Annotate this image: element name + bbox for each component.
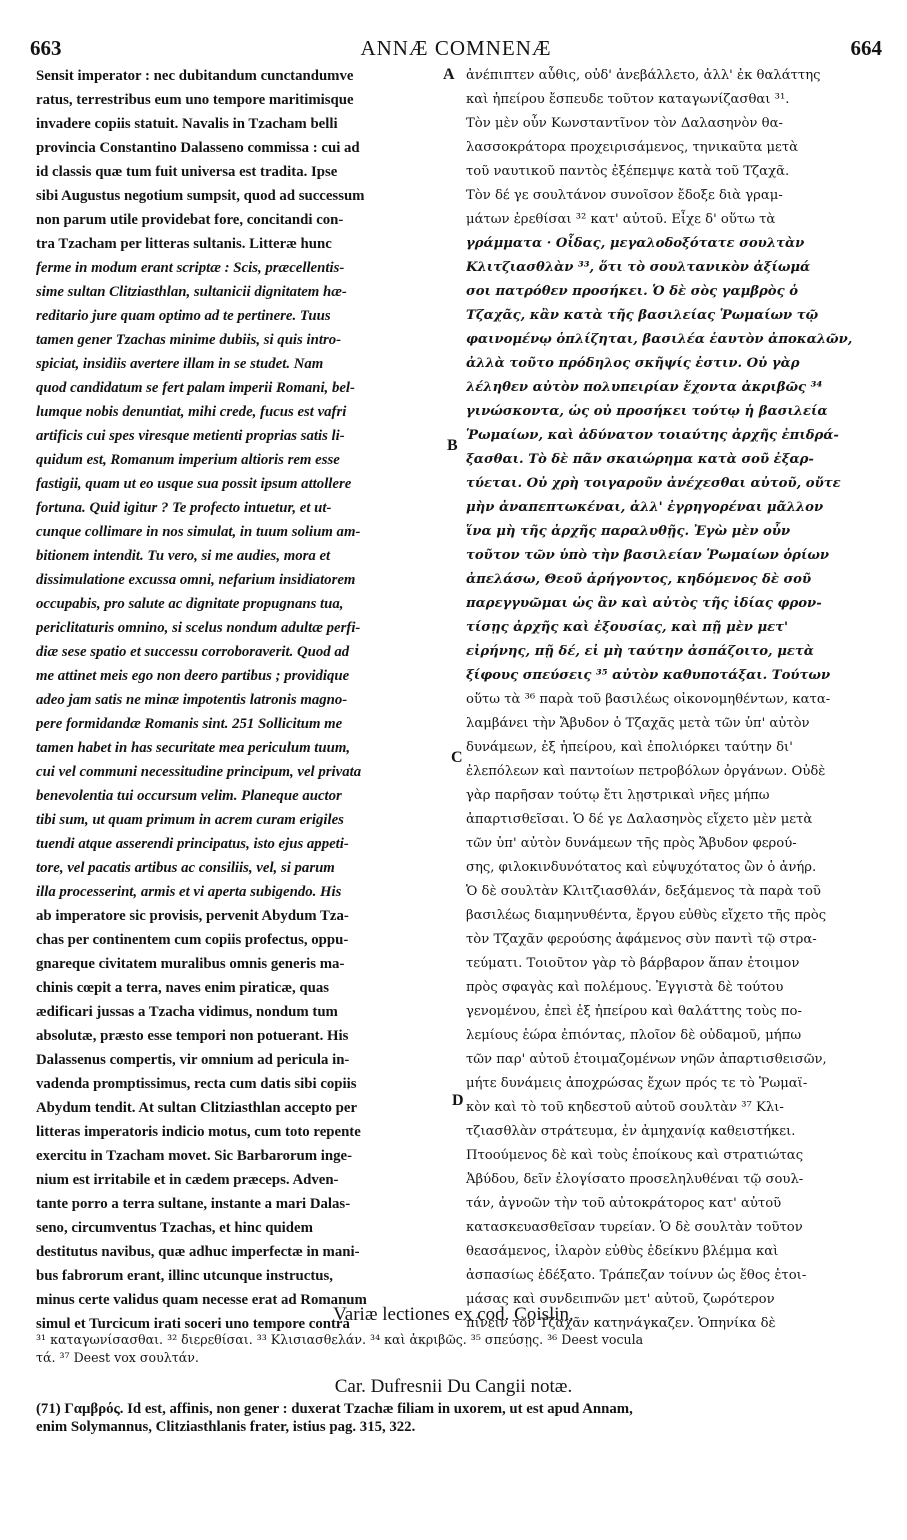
latin-text-line: tamen gener Tzachas minime dubiis, si quis intro- [36,332,342,348]
latin-text-line: gnareque civitatem muralibus omnis generis ma- [36,956,345,972]
latin-text-line: adeo jam satis ne minæ impotentis latronis magno- [36,692,348,708]
latin-text-line: invadere copiis statuit. Navalis in Tzacham belli [36,116,338,132]
latin-text-line: reditario jure quam optimo ad te pertinere. Tuus [36,308,331,324]
greek-text-line: Τζαχᾶς, κἂν κατὰ τῆς βασιλείας Ῥωμαίων τῷ [466,308,819,323]
latin-text-line: periclitaturis omnino, si scelus nondum adultæ perfi- [36,620,361,636]
greek-text-line: τζιασθλὰν στράτευμα, ἐν ἀμηχανίᾳ καθειστήκει. [466,1124,796,1139]
greek-text-line: θεασάμενος, ἱλαρὸν εὐθὺς ἐδείκνυ βλέμμα καὶ [466,1244,779,1259]
greek-text-line: λεμίους ἑώρα ἐπιόντας, πλοῖον δὲ οὐδαμοῦ, μήπω [466,1028,802,1043]
latin-text-line: minus certe validus quam necesse erat ad Romanum [36,1292,367,1308]
ducange-note-line: (71) Γαμβρός. Id est, affinis, non gener : duxerat Tzachæ filiam in uxorem, ut est apud Annam, [36,1401,633,1417]
ducange-note-line: enim Solymannus, Clitziasthlanis frater, istius pag. 315, 322. [36,1419,416,1435]
greek-text-line: ξασθαι. Τὸ δὲ πᾶν σκαιώρημα κατὰ σοῦ ἐξαρ- [466,452,814,467]
latin-text-line: quidum est, Romanum imperium altioris rem esse [36,452,340,468]
greek-text-line: γινώσκοντα, ὡς οὐ προσήκει τούτῳ ἡ βασιλεία [466,404,828,419]
greek-text-column [466,64,882,1336]
greek-text-line: σοι πατρόθεν προσήκει. Ὁ δὲ σὸς γαμβρὸς ὁ [466,284,798,299]
latin-text-line: id classis quæ tum fuit universa est tradita. Ipse [36,164,338,180]
greek-text-line: λαμβάνει τὴν Ἄβυδον ὁ Τζαχᾶς μετὰ τῶν ὑπ' αὐτὸν [466,716,810,731]
latin-text-line: cui vel communi necessitudine principum, vel privata [36,764,362,780]
latin-text-line: tore, vel pacatis artibus ac consiliis, vel, si parum [36,860,335,876]
latin-text-line: sime sultan Clitziasthlan, sultanicii dignitatem hæ- [36,284,347,300]
latin-text-line: artificis cui spes viresque metienti proprias satis li- [36,428,345,444]
greek-text-line: σης, φιλοκινδυνότατος καὶ εὐψυχότατος ὢν ὁ ἀνήρ. [466,860,817,875]
greek-text-line: καὶ ἠπείρου ἔσπευδε τοῦτον καταγωνίζασθαι ³¹. [466,92,790,107]
latin-text-line: exercitu in Tzacham movet. Sic Barbarorum inge- [36,1148,353,1164]
greek-text-line: εἰρήνης, πῇ δέ, εἰ μὴ ταύτην ἀσπάζοιτο, μετὰ [466,644,814,659]
greek-text-line: Πτοούμενος δὲ καὶ τοὺς ἐποίκους καὶ στρατιώτας [466,1148,804,1163]
greek-text-line: βασιλέως διαμηνυθέντα, ἔργου εὐθὺς εἴχετο τῆς πρὸς [466,908,827,923]
variae-lectiones-heading: Variæ lectiones ex cod. Coislin. [333,1304,574,1325]
greek-text-line: ἵνα μὴ τῆς ἀρχῆς παραλυθῇς. Ἐγὼ μὲν οὖν [466,524,791,539]
greek-text-line: μήτε δυνάμεις ἀποχρώσας ἔχων πρός τε τὸ Ῥωμαϊ- [466,1076,808,1091]
greek-text-line: πίνειν τὸν Τζαχᾶν κατηνάγκαζεν. Ὁπηνίκα δὲ [466,1316,776,1331]
page-number-left: 663 [30,36,62,60]
ducange-note-block [36,1400,882,1436]
greek-text-line: τὸν Τζαχᾶν φερούσης ἀφάμενος σὺν παντὶ τῷ στρα- [466,932,817,947]
greek-text-line: ἀπαρτισθεῖσαι. Ὁ δέ γε Δαλασηνὸς εἴχετο μὲν μετὰ [466,812,813,827]
greek-text-line: δυνάμεων, ἐξ ἠπείρου, καὶ ἐπολιόρκει ταύτην δι' [466,740,793,755]
greek-text-line: ἀλλὰ τοῦτο πρόδηλος σκῆψίς ἐστιν. Οὐ γὰρ [466,356,800,371]
page-number-right: 664 [850,36,882,60]
greek-text-line: λέληθεν αὐτὸν πολυπειρίαν ἔχοντα ἀκριβῶς ³⁴ [466,380,823,395]
latin-text-line: fortuna. Quid igitur ? Te profecto intuetur, et ut- [36,500,332,516]
latin-text-line: bitionem intendit. Tu vero, si me audies, mora et [36,548,331,564]
latin-text-line: me attinet meis ego non deero partibus ; providique [36,668,350,684]
latin-text-line: lumque nobis denuntiat, mihi crede, fucus est vafri [36,404,347,420]
latin-text-line: non parum utile providebat fore, concitandi con- [36,212,344,228]
greek-text-line: μὴν ἀναπεπτωκέναι, ἀλλ' ἐγρηγορέναι μᾶλλον [466,500,824,515]
greek-text-line: τῶν ὑπ' αὐτὸν δυνάμεων τῆς πρὸς Ἄβυδον φερού- [466,836,797,851]
latin-text-line: simul et Turcicum irati soceri uno tempore contra [36,1316,350,1332]
latin-text-line: illa processerint, armis et vi aperta subigendo. His [36,884,342,900]
greek-text-line: Ἀβύδου, δεῖν ἐλογίσατο προσεληλυθέναι τῷ σουλ- [466,1172,804,1187]
latin-text-line: nium est irritabile et in cædem præceps. Adven- [36,1172,339,1188]
greek-text-line: ἀσπασίως ἐδέξατο. Τράπεζαν τοίνυν ὡς ἔθος ἑτοι- [466,1268,807,1283]
greek-text-line: παρεγγυῶμαι ὡς ἂν καὶ αὐτὸς τῆς ἰδίας φρον- [466,596,822,611]
latin-text-line: diæ sese spatio et successu corroboraverit. Quod ad [36,644,350,660]
latin-text-line: tuendi atque asserendi principatus, isto ejus appeti- [36,836,349,852]
latin-text-line: ferme in modum erant scriptæ : Scis, præcellentis- [36,260,345,276]
latin-text-line: destitutus navibus, quæ adhuc imperfectæ in mani- [36,1244,360,1260]
greek-text-line: Ῥωμαίων, καὶ ἀδύνατον τοιαύτης ἀρχῆς ἐπιδρά- [466,428,839,443]
latin-text-line: spiciat, insidiis avertere illam in se studet. Nam [36,356,324,372]
greek-text-line: γὰρ παρῆσαν τούτῳ ἔτι λῃστρικαὶ νῆες μήπω [466,788,770,803]
greek-text-line: κὸν καὶ τὸ τοῦ κηδεστοῦ αὐτοῦ σουλτὰν ³⁷ Κλι- [466,1100,784,1115]
greek-text-line: Ὁ δὲ σουλτὰν Κλιτζιασθλάν, δεξάμενος τὰ παρὰ τοῦ [466,884,821,899]
latin-text-line: occupabis, pro salute ac dignitate propugnans tua, [36,596,344,612]
variae-lectiones-line: τά. ³⁷ Deest vox σουλτάν. [36,1350,199,1365]
greek-text-line: τάν, ἀγνοῶν τὴν τοῦ αὐτοκράτορος κατ' αὐτοῦ [466,1196,782,1211]
greek-text-line: πρὸς σφαγὰς καὶ πολέμους. Ἐγγιστὰ δὲ τούτου [466,980,784,995]
greek-text-line: τύεται. Οὐ χρὴ τοιγαροῦν ἀνέχεσθαι αὐτοῦ, οὔτε [466,476,841,491]
greek-text-line: μάσας καὶ συνδειπνῶν μετ' αὐτοῦ, ζωρότερον [466,1292,775,1307]
greek-text-line: Τὸν δέ γε σουλτάνον συνοῖσον ἔδοξε διὰ γραμ- [466,188,783,203]
latin-text-line: tamen habet in has securitate mea periculum tuum, [36,740,351,756]
latin-text-line: Abydum tendit. At sultan Clitziasthlan accepto per [36,1100,358,1116]
greek-text-line: οὕτω τὰ ³⁶ παρὰ τοῦ βασιλέως οἰκονομηθέντων, κατα- [466,692,831,707]
latin-text-line: tibi sum, ut quam primum in acrem curam erigiles [36,812,344,828]
greek-text-line: φαινομένῳ ὁπλίζηται, βασιλέα ἑαυτὸν ἀποκαλῶν, [466,332,853,347]
latin-text-line: chinis cœpit a terra, naves enim piraticæ, quas [36,980,330,996]
greek-text-line: τεύματι. Τοιοῦτον γὰρ τὸ βάρβαρον ἅπαν ἑτοιμον [466,956,800,971]
latin-text-line: ratus, terrestribus eum uno tempore maritimisque [36,92,354,108]
latin-text-line: bus fabrorum erant, illinc utcunque instructus, [36,1268,333,1284]
latin-text-line: provincia Constantino Dalasseno commissa : cui ad [36,140,360,156]
greek-text-line: μάτων ἐρεθίσαι ³² κατ' αὐτοῦ. Εἶχε δ' οὕτω τὰ [466,212,776,227]
margin-letter-d: D [452,1092,464,1109]
latin-text-line: quod candidatum se fert palam imperii Romani, bel- [36,380,355,396]
latin-text-line: pere formidandæ Romanis sint. 251 Sollicitum me [36,716,343,732]
latin-text-line: tante porro a terra sultane, instante a mari Dalas- [36,1196,351,1212]
latin-text-line: fastigii, quam ut eo usque sua possit ipsum attollere [36,476,352,492]
margin-letter-c: C [451,749,463,766]
latin-text-line: vadenda promptissimus, recta cum datis sibi copiis [36,1076,357,1092]
latin-text-line: seno, circumventus Tzachas, et hinc quidem [36,1220,313,1236]
greek-text-line: ἐλεπόλεων καὶ παντοίων πετροβόλων ὀργάνων. Οὐδὲ [466,764,826,779]
greek-text-line: κατασκευασθεῖσαν τυρείαν. Ὁ δὲ σουλτὰν τοῦτον [466,1220,803,1235]
greek-text-line: ἀπελάσω, Θεοῦ ἀρήγοντος, κηδόμενος δὲ σοῦ [466,572,812,587]
greek-text-line: γράμματα · Οἶδας, μεγαλοδοξότατε σουλτὰν [466,236,805,251]
latin-text-line: benevolentia tui occursum velim. Planeque auctor [36,788,342,804]
latin-text-line: litteras imperatoris indicio motus, cum toto repente [36,1124,361,1140]
greek-text-line: Τὸν μὲν οὖν Κωνσταντῖνον τὸν Δαλασηνὸν θα- [466,116,783,131]
greek-text-line: ἀνέπιπτεν αὖθις, οὐδ' ἀνεβάλλετο, ἀλλ' ἐκ θαλάττης [466,68,821,83]
latin-text-line: ædificari jussas a Tzacha vidimus, nondum tum [36,1004,338,1020]
greek-text-line: λασσοκράτορα προχειρισάμενος, τηνικαῦτα μετὰ [466,140,799,155]
greek-text-line: τοῦτον τῶν ὑπὸ τὴν βασιλείαν Ῥωμαίων ὁρίων [466,548,830,563]
greek-text-line: τῶν παρ' αὐτοῦ ἑτοιμαζομένων νηῶν ἀπαρτισθεισῶν, [466,1052,827,1067]
latin-text-line: dissimulatione excussa omni, nefarium insidiatorem [36,572,356,588]
variae-lectiones-line: ³¹ καταγωνίσασθαι. ³² διερεθίσαι. ³³ Κλισιασθελάν. ³⁴ καὶ ἀκριβῶς. ³⁵ σπεύσῃς. ³⁶ Deest vocula [36,1332,644,1347]
variae-lectiones-block [36,1331,882,1367]
greek-text-line: τοῦ ναυτικοῦ παντὸς ἐξέπεμψε κατὰ τοῦ Τζαχᾶ. [466,164,790,179]
greek-text-line: ξίφους σπεύσεις ³⁵ αὐτὸν καθυποτάξαι. Τούτων [466,668,831,683]
greek-text-line: Κλιτζιασθλὰν ³³, ὅτι τὸ σουλτανικὸν ἀξίωμά [466,260,811,275]
running-title: ANNÆ COMNENÆ [360,36,552,60]
latin-text-line: cunque collimare in nos simulat, in tuum solium am- [36,524,361,540]
latin-text-line: chas per continentem cum copiis profectus, oppu- [36,932,349,948]
ducange-notes-heading: Car. Dufresnii Du Cangii notæ. [334,1376,573,1397]
greek-text-line: γενομένου, ἐπεὶ ἐξ ἠπείρου καὶ θαλάττης τοὺς πο- [466,1004,802,1019]
greek-text-line: τίσῃς ἀρχῆς καὶ ἐξουσίας, καὶ πῇ μὲν μετ' [466,620,789,635]
margin-letter-a: A [443,66,455,83]
latin-text-line: Dalassenus compertis, vir omnium ad pericula in- [36,1052,350,1068]
running-head [30,36,882,64]
latin-text-line: Sensit imperator : nec dubitandum cunctandumve [36,68,354,84]
latin-text-line: tra Tzacham per litteras sultanis. Litteræ hunc [36,236,332,252]
latin-text-line: ab imperatore sic provisis, pervenit Abydum Tza- [36,908,349,924]
latin-text-line: sibi Augustus negotium sumpsit, quod ad successum [36,188,365,204]
margin-letter-b: B [447,437,458,454]
latin-text-line: absolutæ, præsto esse tempori non potuerant. His [36,1028,349,1044]
latin-text-column [36,64,442,1336]
